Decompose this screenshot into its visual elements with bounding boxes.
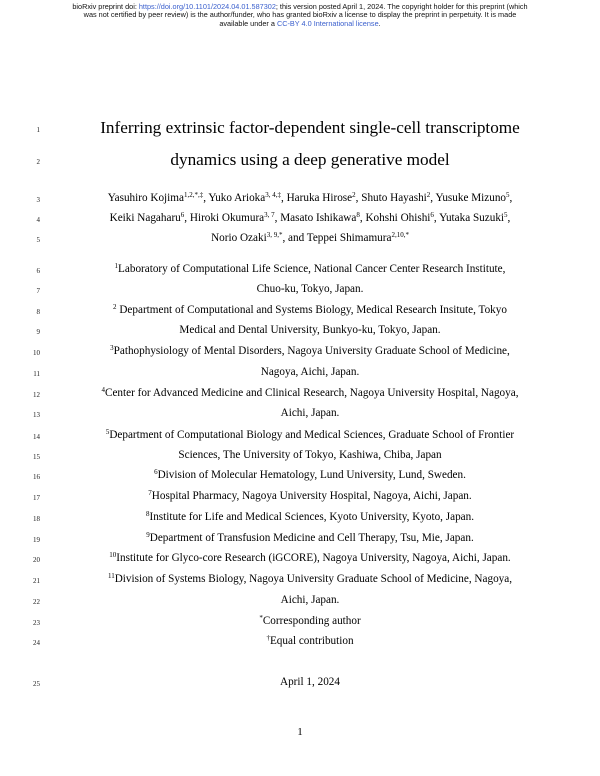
line-number: 4 bbox=[36, 216, 40, 224]
line-number: 8 bbox=[36, 308, 40, 316]
affiliation-5-cont: Sciences, The University of Tokyo, Kashiwa, Chiba, Japan bbox=[178, 449, 442, 461]
line-number: 3 bbox=[36, 196, 40, 204]
publication-date: April 1, 2024 bbox=[280, 676, 340, 688]
page-number: 1 bbox=[297, 726, 303, 738]
line-number: 17 bbox=[33, 494, 40, 502]
affiliation-9: $^9$Department of Transfusion Medicine and Cell Therapy, Tsu, Mie, Japan. bbox=[146, 531, 474, 544]
affiliation-1: $^1$Laboratory of Computational Life Science, National Cancer Center Research Institute, bbox=[114, 262, 506, 275]
affiliation-4-cont: Aichi, Japan. bbox=[280, 407, 340, 419]
header-line-3: available under a CC-BY 4.0 International license. bbox=[219, 18, 381, 28]
line-number: 19 bbox=[33, 536, 40, 544]
line-number: 14 bbox=[33, 433, 40, 441]
line-number: 23 bbox=[33, 619, 40, 627]
affiliation-2-cont: Medical and Dental University, Bunkyo-ku, Tokyo, Japan. bbox=[179, 324, 441, 336]
line-number: 9 bbox=[36, 328, 40, 336]
affiliation-1-cont: Chuo-ku, Tokyo, Japan. bbox=[256, 283, 364, 295]
line-number: 1 bbox=[36, 126, 40, 134]
license-link[interactable]: CC-BY 4.0 International license bbox=[276, 18, 379, 28]
affiliation-3: $^3$Pathophysiology of Mental Disorders, Nagoya University Graduate School of Medicine, bbox=[110, 344, 510, 357]
line-number: 11 bbox=[33, 370, 40, 378]
affiliation-6: $^6$Division of Molecular Hematology, Lund University, Lund, Sweden. bbox=[154, 468, 466, 481]
title-line-2: dynamics using a deep generative model bbox=[170, 150, 450, 169]
line-number: 20 bbox=[33, 556, 40, 564]
line-number: 16 bbox=[33, 473, 40, 481]
affiliation-2: $^2$ Department of Computational and Systems Biology, Medical Research Insitute, Tokyo bbox=[113, 303, 507, 316]
affiliation-5: $^5$Department of Computational Biology and Medical Sciences, Graduate School of Frontier bbox=[105, 428, 515, 441]
affiliation-4: $^4$Center for Advanced Medicine and Clinical Research, Nagoya University Hospital, Nagoya, bbox=[101, 386, 519, 399]
line-number: 21 bbox=[33, 577, 40, 585]
line-number: 22 bbox=[33, 598, 40, 606]
affiliation-11: $^{11}$Division of Systems Biology, Nagoya University Graduate School of Medicine, Nagoya, bbox=[107, 572, 513, 585]
equal-contribution-note: †Equal contribution bbox=[266, 634, 354, 647]
line-number: 24 bbox=[33, 639, 40, 647]
affiliation-3-cont: Nagoya, Aichi, Japan. bbox=[260, 366, 360, 378]
line-number: 25 bbox=[33, 680, 40, 688]
preprint-header bbox=[0, 3, 600, 28]
author-line-3: Norio Ozaki$^{3, 9,*}$, and Teppei Shimamura$^{2,10,*}$ bbox=[211, 231, 409, 244]
author-line-2: Keiki Nagaharu$^6$, Hiroki Okumura$^{3, 7}$, Masato Ishikawa$^8$, Kohshi Ohishi$^6$, Yutaka Suzuki$^5$, bbox=[109, 211, 511, 224]
author-line-1: Yasuhiro Kojima$^{1,2,*,\ddagger}$, Yuko Arioka$^{3, 4,\ddagger}$, Haruka Hirose$^2$, Shuto Hayashi$^2$, Yusuke Mizuno$^5$, bbox=[107, 191, 513, 204]
line-number: 10 bbox=[33, 349, 40, 357]
line-number: 18 bbox=[33, 515, 40, 523]
line-number: 12 bbox=[33, 391, 40, 399]
affiliation-8: $^8$Institute for Life and Medical Sciences, Kyoto University, Kyoto, Japan. bbox=[145, 510, 475, 523]
line-number: 13 bbox=[33, 411, 40, 419]
line-number: 7 bbox=[36, 287, 40, 295]
header-line-2: was not certified by peer review) is the author/funder, who has granted bioRxiv a license to display the preprint in perpetuity. It is made bbox=[83, 10, 517, 20]
line-number: 2 bbox=[36, 158, 40, 166]
header-line-1: bioRxiv preprint doi: https://doi.org/10.1101/2024.04.01.587302; this version posted April 1, 2024. The copyright holder for this preprint (which bbox=[72, 2, 528, 11]
title-line-1: Inferring extrinsic factor-dependent single-cell transcriptome bbox=[100, 118, 520, 137]
line-number: 5 bbox=[36, 236, 40, 244]
doi-link[interactable]: https://doi.org/10.1101/2024.04.01.587302 bbox=[138, 2, 276, 11]
affiliation-10: $^{10}$Institute for Glyco-core Research (iGCORE), Nagoya University, Nagoya, Aichi, Japan. bbox=[109, 551, 511, 564]
line-number: 6 bbox=[36, 267, 40, 275]
affiliation-7: $^7$Hospital Pharmacy, Nagoya University Hospital, Nagoya, Aichi, Japan. bbox=[148, 489, 472, 502]
corresponding-author-note: *Corresponding author bbox=[259, 614, 361, 627]
line-number: 15 bbox=[33, 453, 40, 461]
affiliation-11-cont: Aichi, Japan. bbox=[280, 594, 340, 606]
